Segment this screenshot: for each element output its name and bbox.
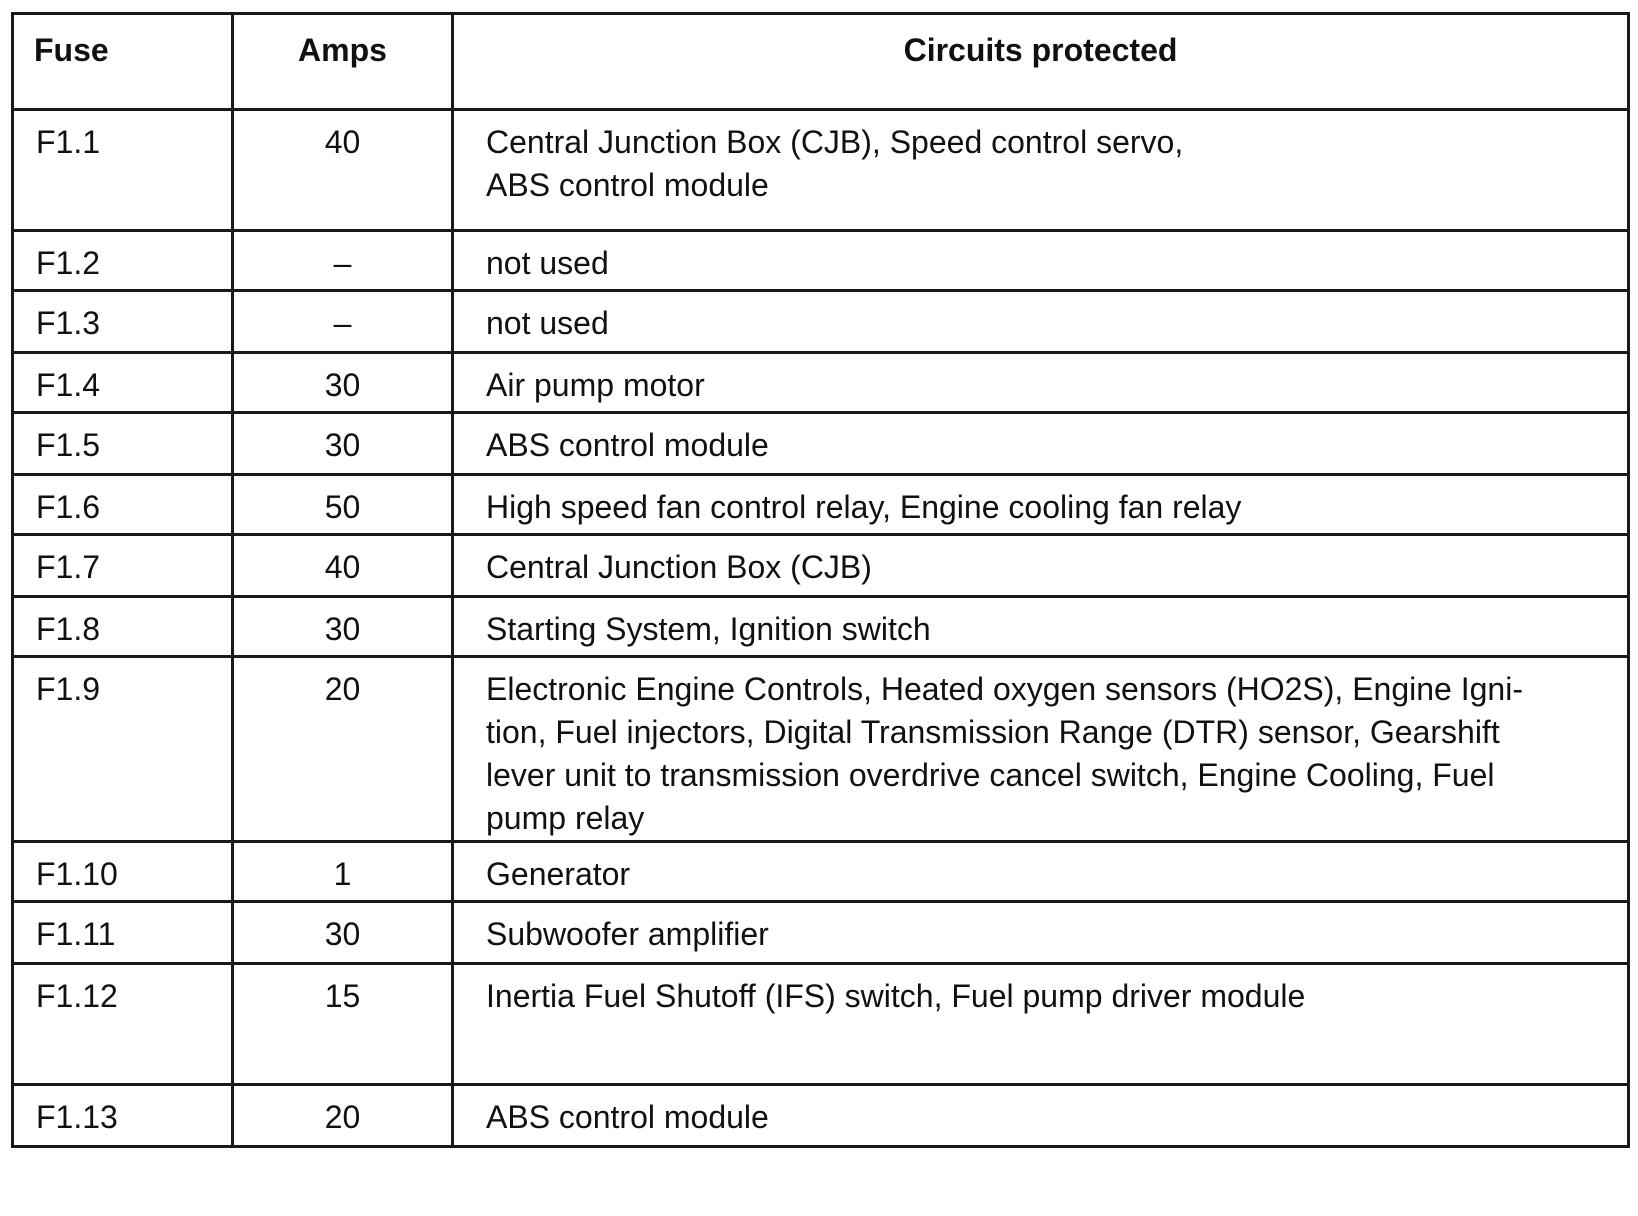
fuse-table — [11, 12, 1630, 1148]
fuse-cell: F1.3 — [13, 291, 233, 353]
amps-cell: – — [233, 231, 453, 291]
amps-cell: 30 — [233, 353, 453, 413]
fuse-cell: F1.8 — [13, 597, 233, 657]
fuse-cell: F1.13 — [13, 1085, 233, 1147]
amps-cell: 40 — [233, 110, 453, 231]
fuse-cell: F1.12 — [13, 964, 233, 1085]
table-row — [13, 657, 1629, 842]
amps-column-header: Amps — [233, 14, 453, 110]
circuits-text-line: Electronic Engine Controls, Heated oxygen sensors (HO2S), Engine Igni- — [486, 671, 1523, 707]
header-row — [13, 14, 1629, 110]
circuits-text-line: Generator — [486, 856, 631, 892]
circuits-cell — [453, 964, 1629, 1085]
fuse-cell: F1.10 — [13, 842, 233, 902]
fuse-cell: F1.1 — [13, 110, 233, 231]
circuits-cell — [453, 231, 1629, 291]
circuits-text-line: Air pump motor — [486, 367, 705, 403]
circuits-text-line: ABS control module — [486, 427, 769, 463]
circuits-cell — [453, 657, 1629, 842]
amps-cell: 20 — [233, 657, 453, 842]
amps-cell: – — [233, 291, 453, 353]
circuits-text-line: High speed fan control relay, Engine cooling fan relay — [486, 489, 1242, 525]
amps-cell: 15 — [233, 964, 453, 1085]
circuits-cell — [453, 535, 1629, 597]
circuits-cell — [453, 110, 1629, 231]
table-row — [13, 353, 1629, 413]
fuse-cell: F1.4 — [13, 353, 233, 413]
amps-cell: 30 — [233, 413, 453, 475]
circuits-cell — [453, 902, 1629, 964]
circuits-text-line: lever unit to transmission overdrive cancel switch, Engine Cooling, Fuel — [486, 757, 1495, 793]
circuits-text-line: Subwoofer amplifier — [486, 916, 769, 952]
amps-cell: 20 — [233, 1085, 453, 1147]
circuits-text-line: Central Junction Box (CJB), Speed control servo, — [486, 124, 1184, 160]
fuse-cell: F1.6 — [13, 475, 233, 535]
table-row — [13, 110, 1629, 231]
fuse-cell: F1.9 — [13, 657, 233, 842]
circuits-text-line: ABS control module — [486, 1099, 769, 1135]
table-row — [13, 902, 1629, 964]
fuse-cell: F1.11 — [13, 902, 233, 964]
table-row — [13, 475, 1629, 535]
table-row — [13, 231, 1629, 291]
circuits-text-line: Inertia Fuel Shutoff (IFS) switch, Fuel pump driver module — [486, 978, 1306, 1014]
table-row — [13, 597, 1629, 657]
table-header — [13, 14, 1629, 110]
table-row — [13, 413, 1629, 475]
circuits-text-line: pump relay — [486, 800, 645, 836]
circuits-text-line: Central Junction Box (CJB) — [486, 549, 872, 585]
amps-cell: 50 — [233, 475, 453, 535]
circuits-text-line: not used — [486, 245, 609, 281]
fuse-cell: F1.2 — [13, 231, 233, 291]
circuits-cell — [453, 475, 1629, 535]
circuits-text-line: Starting System, Ignition switch — [486, 611, 931, 647]
table-row — [13, 1085, 1629, 1147]
amps-cell: 40 — [233, 535, 453, 597]
fuse-cell: F1.7 — [13, 535, 233, 597]
table-row — [13, 291, 1629, 353]
circuits-column-header: Circuits protected — [453, 14, 1629, 110]
table-row — [13, 964, 1629, 1085]
table-row — [13, 842, 1629, 902]
circuits-cell — [453, 842, 1629, 902]
circuits-cell — [453, 597, 1629, 657]
circuits-text-line: not used — [486, 305, 609, 341]
circuits-text-line: tion, Fuel injectors, Digital Transmission Range (DTR) sensor, Gearshift — [486, 714, 1500, 750]
amps-cell: 1 — [233, 842, 453, 902]
circuits-text-line: ABS control module — [486, 167, 769, 203]
fuse-cell: F1.5 — [13, 413, 233, 475]
table-row — [13, 535, 1629, 597]
table-body — [13, 110, 1629, 1147]
circuits-cell — [453, 1085, 1629, 1147]
circuits-cell — [453, 353, 1629, 413]
amps-cell: 30 — [233, 597, 453, 657]
amps-cell: 30 — [233, 902, 453, 964]
fuse-column-header: Fuse — [13, 14, 233, 110]
circuits-cell — [453, 413, 1629, 475]
circuits-cell — [453, 291, 1629, 353]
